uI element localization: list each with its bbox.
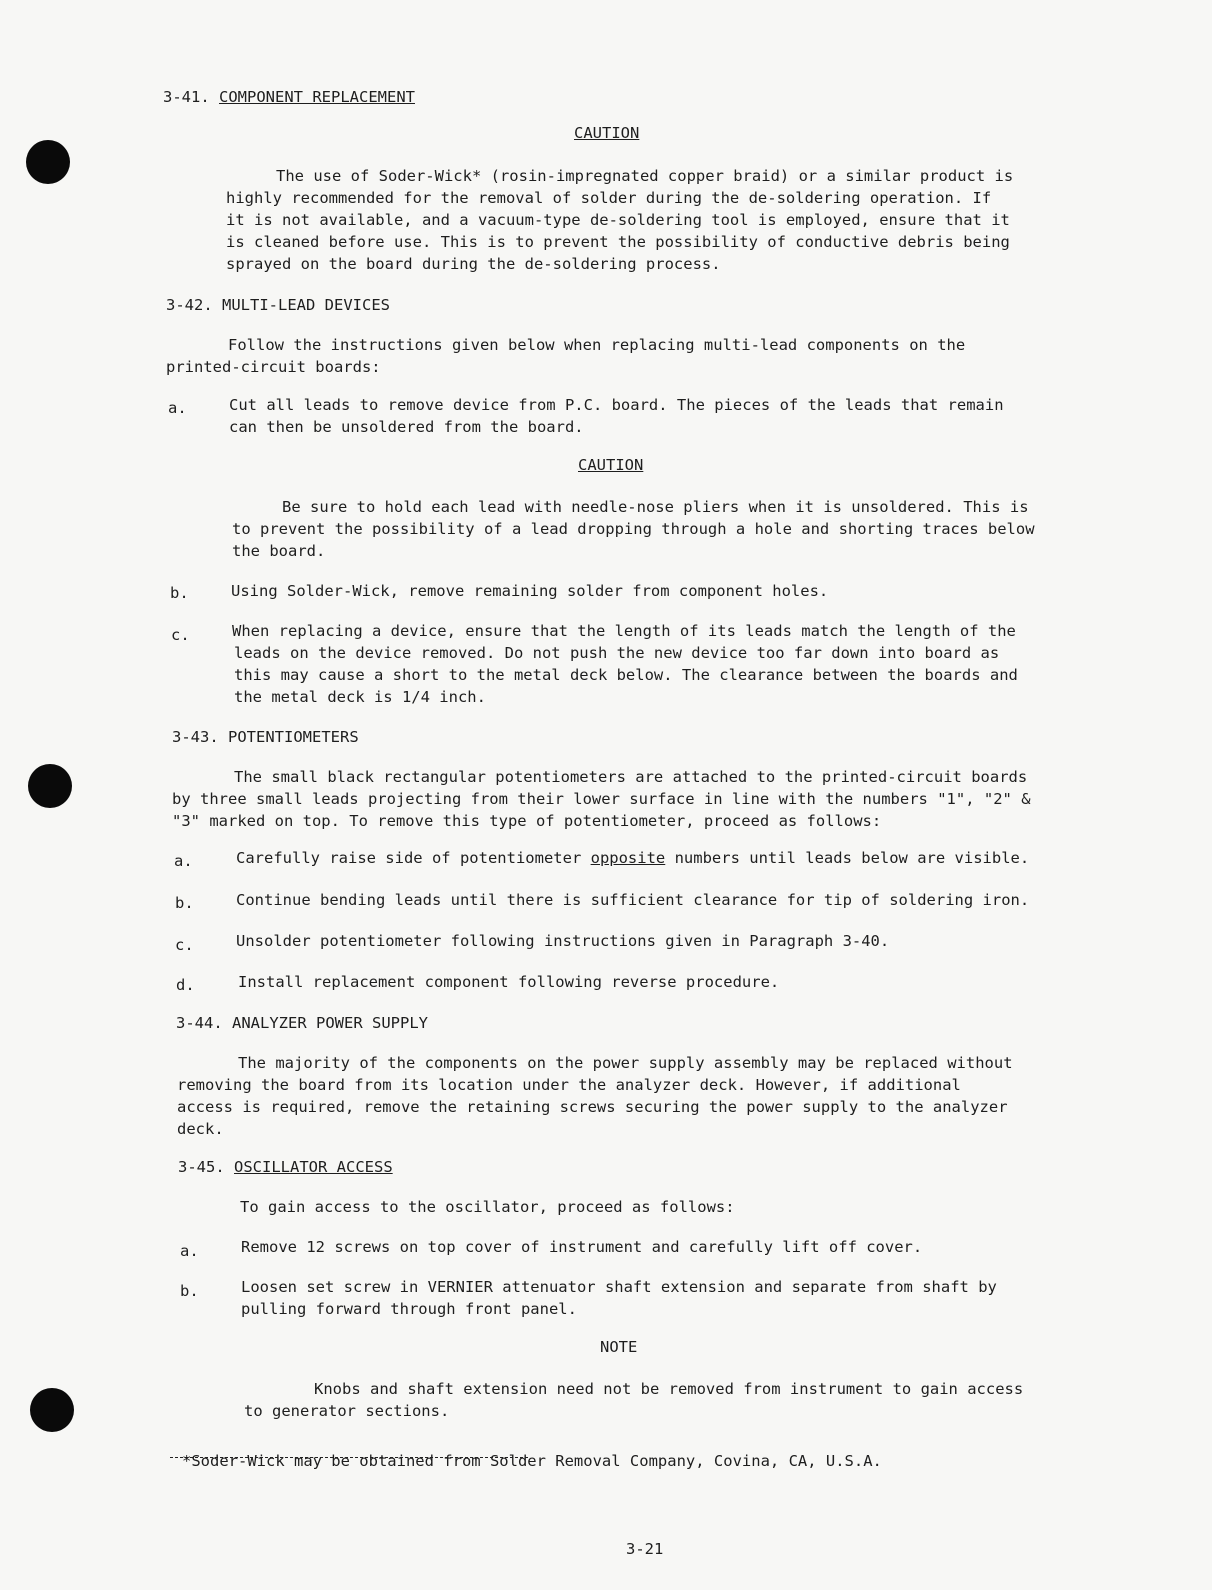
step-text-line: pulling forward through front panel.	[241, 1300, 577, 1318]
section-title: COMPONENT REPLACEMENT	[219, 88, 415, 106]
paragraph-line: To gain access to the oscillator, proceed as follows:	[240, 1198, 735, 1216]
caution-text-line: the board.	[232, 542, 326, 560]
note-text-line: Knobs and shaft extension need not be removed from instrument to gain access	[314, 1380, 1024, 1398]
section-3-41-heading	[163, 86, 415, 108]
emphasized-word: opposite	[590, 849, 666, 867]
step-label: c.	[175, 936, 194, 954]
note-heading: NOTE	[600, 1338, 638, 1356]
section-title: POTENTIOMETERS	[228, 728, 359, 746]
section-3-45-heading	[178, 1156, 393, 1178]
step-text-line: this may cause a short to the metal deck below. The clearance between the boards and	[234, 666, 1018, 684]
caution-text-line: sprayed on the board during the de-soldering process.	[226, 255, 721, 273]
step-text	[236, 847, 1029, 869]
paragraph-line: Follow the instructions given below when replacing multi-lead components on the	[228, 336, 966, 354]
section-title: MULTI-LEAD DEVICES	[222, 296, 390, 314]
step-label: b.	[170, 584, 189, 602]
caution-text-line: highly recommended for the removal of solder during the de-soldering operation. If	[226, 189, 992, 207]
step-text-line: leads on the device removed. Do not push the new device too far down into board as	[234, 644, 1000, 662]
step-text: Install replacement component following reverse procedure.	[238, 973, 780, 991]
paragraph-line: removing the board from its location under the analyzer deck. However, if additional	[177, 1076, 961, 1094]
section-number: 3-43.	[172, 728, 219, 746]
section-3-44-heading	[176, 1012, 428, 1034]
step-label: d.	[176, 976, 195, 994]
binder-hole-middle	[28, 764, 72, 808]
caution-text-line: is cleaned before use. This is to prevent the possibility of conductive debris being	[226, 233, 1010, 251]
step-text-line: the metal deck is 1/4 inch.	[234, 688, 486, 706]
note-text-line: to generator sections.	[244, 1402, 450, 1420]
caution-text-line: it is not available, and a vacuum-type de-soldering tool is employed, ensure that it	[226, 211, 1010, 229]
step-label: a.	[180, 1242, 199, 1260]
step-text-line: Loosen set screw in VERNIER attenuator shaft extension and separate from shaft by	[241, 1278, 997, 1296]
paragraph-line: The small black rectangular potentiometers are attached to the printed-circuit boards	[234, 768, 1028, 786]
step-text-part: numbers until leads below are visible.	[665, 849, 1030, 867]
section-number: 3-44.	[176, 1014, 223, 1032]
step-text: Remove 12 screws on top cover of instrument and carefully lift off cover.	[241, 1238, 923, 1256]
step-label: a.	[174, 852, 193, 870]
section-number: 3-45.	[178, 1158, 225, 1176]
step-text: Continue bending leads until there is sufficient clearance for tip of soldering iron.	[236, 891, 1030, 909]
section-3-43-heading	[172, 726, 359, 748]
step-label: a.	[168, 399, 187, 417]
step-text-line: When replacing a device, ensure that the length of its leads match the length of the	[232, 622, 1016, 640]
paragraph-line: printed-circuit boards:	[166, 358, 381, 376]
section-number: 3-41.	[163, 88, 210, 106]
section-title: OSCILLATOR ACCESS	[234, 1158, 393, 1176]
section-3-42-heading	[166, 294, 390, 316]
step-text-line: Cut all leads to remove device from P.C. board. The pieces of the leads that remain	[229, 396, 1004, 414]
step-text: Using Solder-Wick, remove remaining solder from component holes.	[231, 582, 829, 600]
step-text: Unsolder potentiometer following instructions given in Paragraph 3-40.	[236, 932, 890, 950]
section-title: ANALYZER POWER SUPPLY	[232, 1014, 428, 1032]
binder-hole-top	[26, 140, 70, 184]
caution-heading: CAUTION	[574, 124, 640, 142]
paragraph-line: deck.	[177, 1120, 224, 1138]
step-text-line: can then be unsoldered from the board.	[229, 418, 584, 436]
step-label: c.	[171, 626, 190, 644]
paragraph-line: The majority of the components on the power supply assembly may be replaced without	[238, 1054, 1013, 1072]
caution-heading: CAUTION	[578, 456, 644, 474]
page-number: 3-21	[626, 1540, 664, 1558]
binder-hole-bottom	[30, 1388, 74, 1432]
caution-text-line: The use of Soder-Wick* (rosin-impregnated copper braid) or a similar product is	[276, 167, 1014, 185]
paragraph-line: access is required, remove the retaining screws securing the power supply to the analyzer	[177, 1098, 1008, 1116]
paragraph-line: by three small leads projecting from their lower surface in line with the numbers "1", "2" &	[172, 790, 1031, 808]
step-label: b.	[175, 894, 194, 912]
step-text-part: Carefully raise side of potentiometer	[236, 849, 591, 867]
footnote: *Soder-Wick may be obtained from Solder Removal Company, Covina, CA, U.S.A.	[182, 1452, 882, 1470]
section-number: 3-42.	[166, 296, 213, 314]
caution-text-line: Be sure to hold each lead with needle-nose pliers when it is unsoldered. This is	[282, 498, 1029, 516]
caution-text-line: to prevent the possibility of a lead dropping through a hole and shorting traces below	[232, 520, 1035, 538]
paragraph-line: "3" marked on top. To remove this type of potentiometer, proceed as follows:	[172, 812, 882, 830]
step-label: b.	[180, 1282, 199, 1300]
